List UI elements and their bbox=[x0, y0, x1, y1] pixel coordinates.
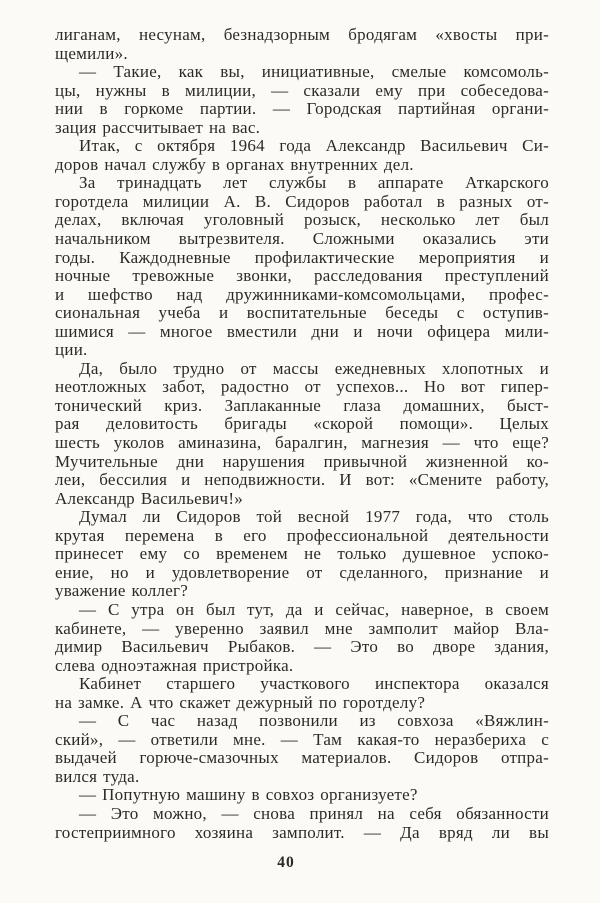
text-line: начальником вытрезвителя. Сложными оказались эти bbox=[55, 230, 549, 249]
text-line: зация рассчитывает на вас. bbox=[55, 118, 261, 137]
text-line: выдачей горюче-смазочных материалов. Сидоров отпра- bbox=[55, 749, 549, 768]
text-line: доров начал службу в органах внутренних дел. bbox=[55, 155, 414, 174]
text-line: ночные тревожные звонки, расследования преступлений bbox=[55, 267, 549, 286]
text-line: на замке. А что скажет дежурный по горотделу? bbox=[55, 693, 426, 712]
text-line: крутая перемена в его профессиональной деятельности bbox=[55, 526, 549, 545]
text-line: Да, было трудно от массы ежедневных хлопотных и bbox=[79, 359, 549, 378]
text-line: Мучительные дни нарушения привычной жизненной ко- bbox=[55, 452, 549, 471]
text-line: Александр Васильевич!» bbox=[55, 489, 243, 508]
text-line: леи, бессилия и неподвижности. И вот: «Смените работу, bbox=[55, 471, 549, 490]
text-line: лиганам, несунам, безнадзорным бродягам «хвосты при- bbox=[55, 26, 549, 44]
text-line: и шефство над дружинниками-комсомольцами, профес- bbox=[55, 285, 549, 304]
page-text bbox=[55, 26, 549, 842]
text-line: нии в горкоме партии. — Городская партийная органи- bbox=[55, 100, 549, 119]
page-number: 40 bbox=[277, 854, 295, 871]
text-line: гостеприимного хозяина замполит. — Да вряд ли вы bbox=[55, 823, 549, 842]
text-line: — Такие, как вы, инициативные, смелые комсомоль- bbox=[79, 63, 549, 82]
text-line: — С утра он был тут, да и сейчас, наверное, в своем bbox=[79, 600, 549, 619]
text-line: димир Васильевич Рыбаков. — Это во дворе здания, bbox=[55, 638, 549, 657]
text-line: уважение коллег? bbox=[55, 582, 189, 601]
text-line: Итак, с октября 1964 года Александр Васильевич Си- bbox=[79, 137, 549, 156]
text-line: рая деловитость бригады «скорой помощи». Целых bbox=[55, 415, 549, 434]
text-line: горотдела милиции А. В. Сидоров работал в разных от- bbox=[55, 192, 549, 211]
text-line: — Это можно, — снова принял на себя обязанности bbox=[79, 804, 549, 823]
text-line: ский», — ответили мне. — Там какая-то неразбериха с bbox=[55, 730, 549, 749]
text-line: тонический криз. Заплаканные глаза домашних, быст- bbox=[55, 396, 549, 415]
text-line: годы. Каждодневные профилактические мероприятия и bbox=[55, 248, 549, 267]
text-line: кабинете, — уверенно заявил мне замполит майор Вла- bbox=[55, 619, 549, 638]
text-line: слева одноэтажная пристройка. bbox=[55, 656, 294, 675]
text-line: сиональная учеба и воспитательные беседы с оступив- bbox=[55, 304, 549, 323]
text-line: принесет ему со временем не только душевное успоко- bbox=[55, 545, 549, 564]
text-line: ции. bbox=[55, 341, 88, 360]
text-line: неотложных забот, радостно от успехов... Но вот гипер- bbox=[55, 378, 549, 397]
text-line: — С час назад позвонили из совхоза «Вяжлин- bbox=[79, 712, 549, 731]
text-line: цы, нужны в милиции, — сказали ему при собеседова- bbox=[55, 81, 549, 100]
text-line: Кабинет старшего участкового инспектора оказался bbox=[79, 675, 549, 694]
text-line: Думал ли Сидоров той весной 1977 года, что столь bbox=[79, 508, 549, 527]
text-line: делах, включая уголовный розыск, несколько лет был bbox=[55, 211, 549, 230]
text-line: вился туда. bbox=[55, 767, 140, 786]
text-line: щемили». bbox=[55, 44, 128, 63]
text-line: — Попутную машину в совхоз организуете? bbox=[79, 786, 418, 805]
text-line: За тринадцать лет службы в аппарате Аткарского bbox=[79, 174, 549, 193]
text-line: шимися — многое вместили дни и ночи офицера мили- bbox=[55, 322, 549, 341]
text-line: ение, но и удовлетворение от сделанного, признание и bbox=[55, 563, 549, 582]
text-line: шесть уколов аминазина, баралгин, магнезия — что еще? bbox=[55, 434, 549, 453]
